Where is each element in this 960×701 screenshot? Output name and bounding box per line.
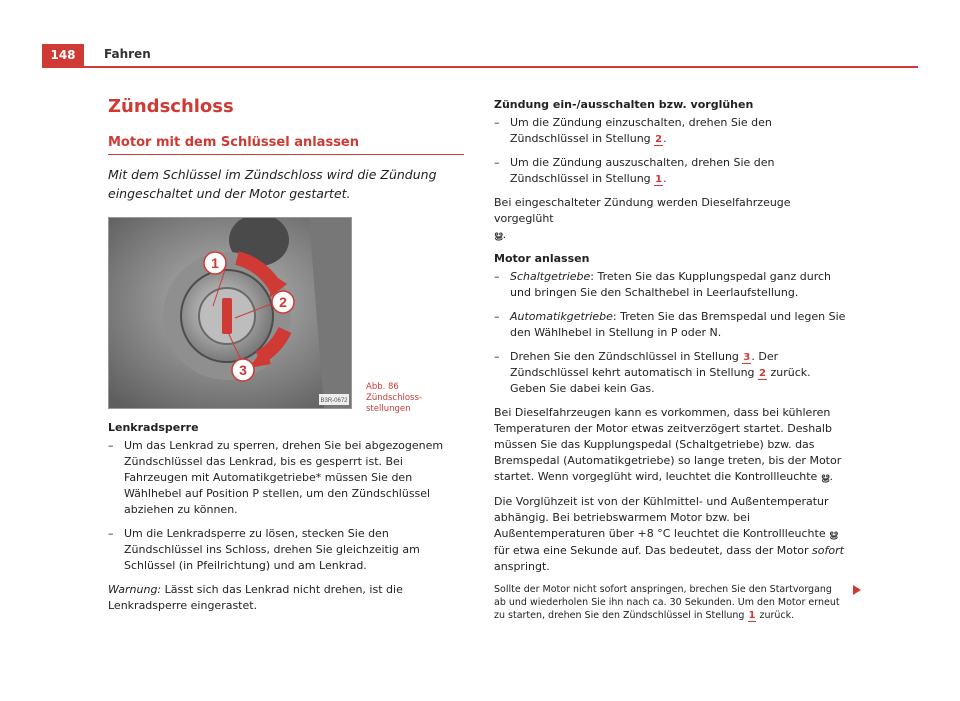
position-1-marker-b: 1 (748, 610, 756, 621)
ign-off-text: Um die Zündung auszuschalten, drehen Sie den Zündschlüssel in Stellung (510, 156, 775, 185)
right-column (494, 98, 846, 622)
schalt-label: Schaltgetriebe (510, 270, 591, 283)
ign-on-text: Um die Zündung einzuschalten, drehen Sie den Zündschlüssel in Stellung (510, 116, 772, 145)
para-2 (494, 494, 846, 575)
start-heading: Motor anlassen (494, 252, 590, 265)
note-text-b: zurück. (759, 610, 795, 621)
para-2-text-c: anspringt. (494, 560, 550, 573)
turn-text-a: Drehen Sie den Zündschlüssel in Stellung (510, 350, 739, 363)
position-2-marker-b: 2 (759, 368, 766, 379)
section-title: Fahren (104, 47, 151, 61)
turn-text-b: . Der Zündschlüssel kehrt automatisch in Stellung (510, 350, 779, 379)
continue-arrow-icon (853, 585, 861, 595)
note (494, 583, 846, 622)
auto-label: Automatikgetriebe (510, 310, 613, 323)
figure (108, 217, 464, 414)
turn-text-c: zurück. Geben Sie dabei kein Gas. (510, 366, 811, 395)
para-2-text-a: Die Vorglühzeit ist von der Kühlmittel- und Außentemperatur abhängig. Bei betriebswarmem Motor bzw. bei Außentemperaturen über +8 °C leuchtet die Kontrollleuchte (494, 495, 829, 540)
warning-body: Lässt sich das Lenkrad nicht drehen, ist die Lenkradsperre eingerastet. (108, 583, 403, 612)
page-number: 148 (42, 44, 84, 66)
diesel-body: Bei eingeschalteter Zündung werden Dieselfahrzeuge vorgeglüht (494, 196, 791, 225)
figure-caption (366, 382, 448, 415)
para-1-text: Bei Dieselfahrzeugen kann es vorkommen, dass bei kühleren Temperaturen der Motor etwas zeitverzögert startet. Deshalb müssen Sie das Kupplungspedal (Schaltgetriebe) bzw. das Bremspedal (Automatikgetriebe) so lange treten, bis der Motor startet. Wenn vorgeglüht wird, leuchtet die Kontrollleuchte (494, 406, 842, 483)
warning-text (108, 582, 464, 614)
auto-text: : Treten Sie das Bremspedal und legen Sie den Wählhebel in Stellung in P oder N. (510, 310, 846, 339)
callout-1: 1 (211, 255, 219, 271)
subheading: Motor mit dem Schlüssel anlassen (108, 135, 464, 155)
note-text-a: Sollte der Motor nicht sofort anspringen, brechen Sie den Startvorgang ab und wiederholen Sie ihn nach ca. 30 Sekunden. Um den Motor erneut zu starten, drehen Sie den Zündschlüssel in Stellung (494, 584, 840, 621)
glow-plug-icon: ൠ (494, 230, 503, 241)
caption-label: Abb. 86 (366, 382, 399, 392)
glow-plug-icon-3: ൠ (829, 529, 838, 540)
para-1: Bei Dieselfahrzeugen kann es vorkommen, dass bei kühleren Temperaturen der Motor etwas zeitverzögert startet. Deshalb müssen Sie das Kupplungspedal (Schaltgetriebe) bzw. das Bremspedal (Automatikgetriebe) so lange treten, bis der Motor startet. Wenn vorgeglüht wird, leuchtet die Kontrollleuchte ൠ. (494, 406, 842, 483)
key-slot (222, 298, 232, 334)
auto-item (494, 309, 846, 341)
lenkrad-item-2: – Um die Lenkradsperre zu lösen, stecken Sie den Zündschlüssel ins Schloss, drehen Sie gleichzeitig am Schlüssel (in Pfeilrichtung) und am Lenkrad. (108, 526, 464, 574)
position-1-marker: 1 (655, 174, 663, 185)
figure-code: B3R-0672 (320, 398, 348, 404)
ignition-illustration (109, 218, 351, 408)
glow-plug-icon-2: ൠ (820, 472, 830, 483)
schalt-text: : Treten Sie das Kupplungspedal ganz durch und bringen Sie den Schalthebel in Leerlaufstellung. (510, 270, 831, 299)
left-column (108, 96, 464, 614)
page-title: Zündschloss (108, 96, 234, 117)
turn-item (494, 349, 846, 397)
intro-text: Mit dem Schlüssel im Zündschloss wird die Zündung eingeschaltet und der Motor gestartet. (108, 167, 437, 201)
diesel-text: Bei eingeschalteter Zündung werden Dieselfahrzeuge vorgeglüht ൠ. (494, 196, 791, 241)
para-2-text-b: für etwa eine Sekunde auf. Das bedeutet, dass der Motor (494, 544, 809, 557)
warning-label: Warnung: (108, 583, 162, 596)
position-2-marker: 2 (655, 134, 663, 145)
lenkrad-item-1: – Um das Lenkrad zu sperren, drehen Sie bei abgezogenem Zündschlüssel das Lenkrad, bis es gesperrt ist. Bei Fahrzeugen mit Automatikgetriebe* müssen Sie den Wählhebel auf Position P stellen, um den Zündschlüssel abziehen zu können. (108, 438, 464, 518)
para-2-emphasis: sofort (812, 544, 844, 557)
position-3-marker: 3 (743, 352, 751, 363)
ign-off-item: – Um die Zündung auszuschalten, drehen Sie den Zündschlüssel in Stellung 1. (494, 155, 846, 187)
ign-on-item: – Um die Zündung einzuschalten, drehen Sie den Zündschlüssel in Stellung 2. (494, 115, 846, 147)
caption-text: Zündschloss-stellungen (366, 393, 422, 414)
schalt-item (494, 269, 846, 301)
page-header (42, 44, 918, 68)
callout-2: 2 (279, 294, 287, 310)
callout-3: 3 (239, 362, 247, 378)
ignition-heading: Zündung ein-/ausschalten bzw. vorglühen (494, 98, 754, 111)
ignition-photo (108, 217, 352, 409)
lenkrad-heading: Lenkradsperre (108, 421, 199, 434)
